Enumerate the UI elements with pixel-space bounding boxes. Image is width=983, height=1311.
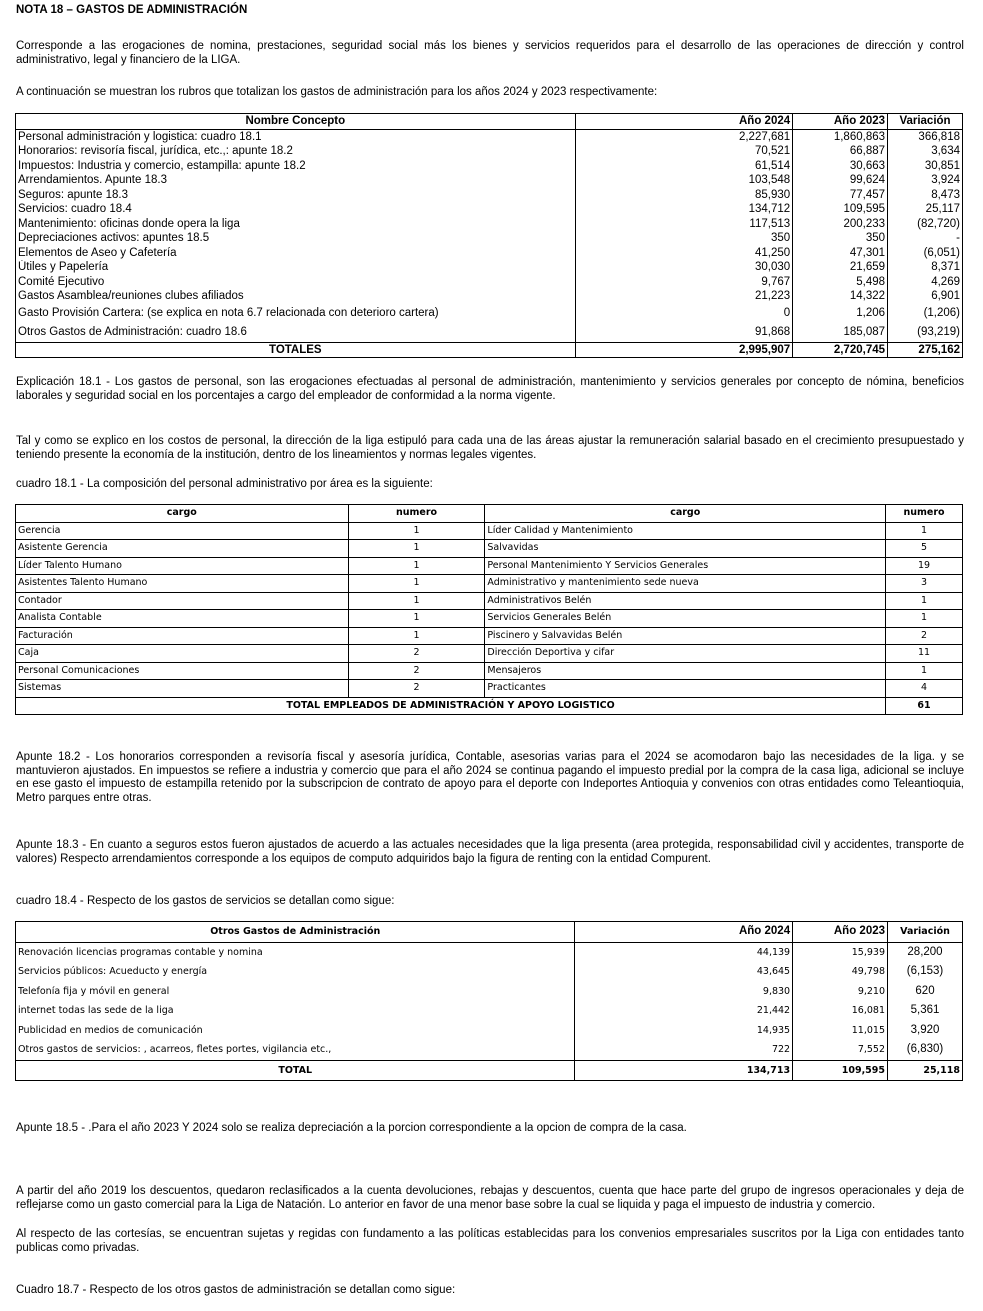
value-2023-cell: 109,595 — [793, 202, 888, 217]
column-header: Año 2023 — [793, 922, 888, 943]
variation-cell: 3,924 — [931, 174, 960, 187]
value-2024-cell: 0 — [575, 304, 793, 323]
column-header: numero — [886, 505, 963, 523]
value-2023-cell: 200,233 — [793, 217, 888, 232]
column-header: Otros Gastos de Administración — [16, 922, 575, 943]
variation-cell: 620 — [888, 982, 963, 1002]
column-header: Año 2024 — [575, 922, 793, 943]
column-header: Año 2024 — [575, 114, 793, 130]
concept-cell: Depreciaciones activos: apuntes 18.5 — [16, 231, 576, 246]
value-2024-cell: 9,830 — [575, 982, 793, 1002]
count-cell: 11 — [886, 645, 963, 663]
position-cell: Administrativo y mantenimiento sede nueva — [485, 575, 886, 593]
value-2023-cell: 11,015 — [793, 1021, 888, 1041]
total-2023: 109,595 — [793, 1060, 888, 1081]
count-cell: 1 — [348, 540, 485, 558]
table-row — [16, 1021, 963, 1041]
count-cell: 3 — [886, 575, 963, 593]
staff-table — [15, 504, 963, 715]
value-2024-cell: 2,227,681 — [575, 129, 793, 144]
position-cell: Sistemas — [16, 680, 349, 698]
concept-cell: Otros Gastos de Administración: cuadro 18.6 — [16, 323, 576, 343]
variation-cell: 8,473 — [931, 188, 960, 201]
table-row — [16, 627, 963, 645]
position-cell: Analista Contable — [16, 610, 349, 628]
table-row — [16, 982, 963, 1002]
total-employees-row — [16, 697, 963, 715]
count-cell: 1 — [348, 610, 485, 628]
value-2024-cell: 103,548 — [575, 173, 793, 188]
page-title: NOTA 18 – GASTOS DE ADMINISTRACIÓN — [16, 4, 248, 16]
variation-cell: 6,901 — [931, 290, 960, 303]
column-header: Variación — [888, 114, 963, 130]
table-header-row — [16, 922, 963, 943]
value-2024-cell: 14,935 — [575, 1021, 793, 1041]
count-cell: 5 — [886, 540, 963, 558]
table-row — [16, 592, 963, 610]
count-cell: 2 — [348, 680, 485, 698]
totals-row — [16, 1060, 963, 1081]
totals-label: TOTALES — [16, 342, 576, 358]
table-row — [16, 246, 963, 261]
concept-cell: Arrendamientos. Apunte 18.3 — [16, 173, 576, 188]
table-row — [16, 540, 963, 558]
table-row — [16, 260, 963, 275]
total-variation: 275,162 — [888, 342, 963, 358]
position-cell: Dirección Deportiva y cifar — [485, 645, 886, 663]
concept-cell: Impuestos: Industria y comercio, estampilla: apunte 18.2 — [16, 159, 576, 174]
value-2023-cell: 77,457 — [793, 188, 888, 203]
value-2023-cell: 15,939 — [793, 942, 888, 962]
position-cell: Facturación — [16, 627, 349, 645]
variation-cell: 8,371 — [931, 261, 960, 274]
position-cell: Gerencia — [16, 522, 349, 540]
count-cell: 1 — [348, 522, 485, 540]
total-employees-label: TOTAL EMPLEADOS DE ADMINISTRACIÓN Y APOYO LOGISTICO — [16, 697, 886, 715]
count-cell: 2 — [348, 662, 485, 680]
count-cell: 1 — [348, 557, 485, 575]
variation-cell: (82,720) — [917, 217, 960, 230]
concept-cell: internet todas las sede de la liga — [16, 1001, 575, 1021]
concept-cell: Elementos de Aseo y Cafetería — [16, 246, 576, 261]
cuadro-18-4-caption: cuadro 18.4 - Respecto de los gastos de servicios se detallan como sigue: — [16, 895, 395, 907]
variation-cell: (6,830) — [888, 1040, 963, 1060]
value-2023-cell: 7,552 — [793, 1040, 888, 1060]
value-2024-cell: 70,521 — [575, 144, 793, 159]
concept-cell: Honorarios: revisoría fiscal, jurídica, etc.,: apunte 18.2 — [16, 144, 576, 159]
value-2024-cell: 43,645 — [575, 962, 793, 982]
table-row — [16, 159, 963, 174]
value-2024-cell: 134,712 — [575, 202, 793, 217]
value-2023-cell: 1,206 — [793, 304, 888, 323]
variation-cell: 4,269 — [931, 275, 960, 288]
position-cell: Mensajeros — [485, 662, 886, 680]
value-2024-cell: 91,868 — [575, 323, 793, 343]
value-2024-cell: 21,442 — [575, 1001, 793, 1021]
position-cell: Practicantes — [485, 680, 886, 698]
table-row — [16, 275, 963, 290]
value-2024-cell: 117,513 — [575, 217, 793, 232]
table-row — [16, 662, 963, 680]
variation-cell: (1,206) — [923, 307, 960, 319]
totals-label: TOTAL — [16, 1060, 575, 1081]
value-2024-cell: 350 — [575, 231, 793, 246]
table-row — [16, 942, 963, 962]
column-header: cargo — [485, 505, 886, 523]
column-header: cargo — [16, 505, 349, 523]
count-cell: 1 — [348, 592, 485, 610]
position-cell: Líder Calidad y Mantenimiento — [485, 522, 886, 540]
concept-cell: Telefonía fija y móvil en general — [16, 982, 575, 1002]
position-cell: Personal Comunicaciones — [16, 662, 349, 680]
table-row — [16, 962, 963, 982]
value-2024-cell: 9,767 — [575, 275, 793, 290]
totals-row — [16, 342, 963, 358]
count-cell: 1 — [886, 592, 963, 610]
total-2024: 2,995,907 — [575, 342, 793, 358]
value-2023-cell: 14,322 — [793, 289, 888, 304]
position-cell: Salvavidas — [485, 540, 886, 558]
variation-cell: 30,851 — [924, 159, 960, 172]
value-2023-cell: 66,887 — [793, 144, 888, 159]
total-2023: 2,720,745 — [793, 342, 888, 358]
value-2024-cell: 21,223 — [575, 289, 793, 304]
concept-cell: Mantenimiento: oficinas donde opera la liga — [16, 217, 576, 232]
concept-cell: Servicios: cuadro 18.4 — [16, 202, 576, 217]
column-header: Año 2023 — [793, 114, 888, 130]
value-2023-cell: 9,210 — [793, 982, 888, 1002]
variation-cell: 5,361 — [888, 1001, 963, 1021]
cuadro-18-7-caption: Cuadro 18.7 - Respecto de los otros gastos de administración se detallan como sigue: — [16, 1284, 456, 1296]
cuadro-18-1-caption: cuadro 18.1 - La composición del personal administrativo por área es la siguiente: — [16, 478, 433, 490]
table-row — [16, 173, 963, 188]
table-row — [16, 129, 963, 144]
table-row — [16, 575, 963, 593]
services-table — [15, 921, 963, 1081]
count-cell: 19 — [886, 557, 963, 575]
value-2023-cell: 350 — [793, 231, 888, 246]
variation-cell: (6,153) — [888, 962, 963, 982]
table-row — [16, 557, 963, 575]
position-cell: Administrativos Belén — [485, 592, 886, 610]
concept-cell: Renovación licencias programas contable y nomina — [16, 942, 575, 962]
value-2024-cell: 85,930 — [575, 188, 793, 203]
table-row — [16, 188, 963, 203]
concept-cell: Gastos Asamblea/reuniones clubes afiliados — [16, 289, 576, 304]
value-2023-cell: 16,081 — [793, 1001, 888, 1021]
column-header: Nombre Concepto — [16, 114, 576, 130]
count-cell: 1 — [348, 627, 485, 645]
value-2023-cell: 185,087 — [793, 323, 888, 343]
value-2024-cell: 30,030 — [575, 260, 793, 275]
table-row — [16, 680, 963, 698]
table-row — [16, 231, 963, 246]
intro-paragraph: Corresponde a las erogaciones de nomina, prestaciones, seguridad social más los bienes y servicios requeridos para el desarrollo de las operaciones de dirección y control administrativo, legal y financiero de la LIGA. — [16, 40, 964, 66]
concept-cell: Seguros: apunte 18.3 — [16, 188, 576, 203]
count-cell: 4 — [886, 680, 963, 698]
table-row — [16, 323, 963, 343]
table-intro-paragraph: A continuación se muestran los rubros que totalizan los gastos de administración para los años 2024 y 2023 respectivamente: — [16, 86, 658, 98]
count-cell: 1 — [886, 662, 963, 680]
table-row — [16, 645, 963, 663]
table-row — [16, 1040, 963, 1060]
value-2023-cell: 30,663 — [793, 159, 888, 174]
concept-cell: Personal administración y logistica: cuadro 18.1 — [16, 129, 576, 144]
table-row — [16, 202, 963, 217]
admin-expenses-table — [15, 113, 963, 358]
position-cell: Caja — [16, 645, 349, 663]
variation-cell: 25,117 — [925, 203, 960, 216]
value-2023-cell: 49,798 — [793, 962, 888, 982]
concept-cell: Comité Ejecutivo — [16, 275, 576, 290]
column-header: numero — [348, 505, 485, 523]
position-cell: Piscinero y Salvavidas Belén — [485, 627, 886, 645]
value-2023-cell: 21,659 — [793, 260, 888, 275]
courtesies-paragraph: Al respecto de las cortesías, se encuentran sujetas y regidas con fundamento a las políticas establecidas para los convenios empresariales suscritos por la Liga con entidades tanto publicas como privadas. — [16, 1228, 964, 1254]
position-cell: Contador — [16, 592, 349, 610]
value-2024-cell: 722 — [575, 1040, 793, 1060]
value-2023-cell: 99,624 — [793, 173, 888, 188]
concept-cell: Publicidad en medios de comunicación — [16, 1021, 575, 1041]
column-header: Variación — [888, 922, 963, 943]
position-cell: Líder Talento Humano — [16, 557, 349, 575]
variation-cell: (93,219) — [917, 326, 960, 338]
table-row — [16, 289, 963, 304]
count-cell: 1 — [886, 522, 963, 540]
table-header-row — [16, 114, 963, 130]
value-2024-cell: 41,250 — [575, 246, 793, 261]
personnel-paragraph: Tal y como se explico en los costos de personal, la dirección de la liga estipuló para cada una de las áreas ajustar la remuneración salarial basado en el crecimiento presupuestado y teniendo presente la economía de la institución, dentro de los lineamientos y normas legales vigentes. — [16, 435, 964, 461]
variation-cell: 3,634 — [931, 145, 960, 158]
count-cell: 1 — [348, 575, 485, 593]
variation-cell: - — [956, 232, 960, 245]
total-employees-value: 61 — [886, 697, 963, 715]
value-2024-cell: 61,514 — [575, 159, 793, 174]
apunte-18-2: Apunte 18.2 - Los honorarios corresponden a revisoría fiscal y asesoría jurídica, Contable, asesorias varias para el 2024 se acomodaron bajo las necesidades de la liga. y se mantuvieron ajustados. En impuestos se refiere a industria y comercio que para el año 2024 se continua pagando el impuesto predial por la compra de la casa liga, adicional se incluye en ese gasto el impuesto de estampilla retenido por la subscripcion de contrato de apoyo para el deporte con Indeportes Antioquia y convenios con otras entidades como Teleantioquia, Metro parques entre otras. — [16, 751, 964, 804]
table-row — [16, 144, 963, 159]
value-2023-cell: 47,301 — [793, 246, 888, 261]
table-row — [16, 217, 963, 232]
table-row — [16, 610, 963, 628]
position-cell: Asistentes Talento Humano — [16, 575, 349, 593]
discounts-paragraph: A partir del año 2019 los descuentos, quedaron reclasificados a la cuenta devoluciones, rebajas y descuentos, cuenta que hace parte del grupo de ingresos operacionales y deja de reflejarse como un gasto comercial para la Liga de Natación. Lo anterior en favor de una menor base sobre la cual se liquida y paga el impuesto de industria y comercio. — [16, 1185, 964, 1211]
count-cell: 2 — [886, 627, 963, 645]
concept-cell: Gasto Provisión Cartera: (se explica en nota 6.7 relacionada con deterioro cartera) — [16, 304, 576, 323]
concept-cell: Otros gastos de servicios: , acarreos, fletes portes, vigilancia etc., — [16, 1040, 575, 1060]
table-row — [16, 304, 963, 323]
table-header-row — [16, 505, 963, 523]
apunte-18-5: Apunte 18.5 - .Para el año 2023 Y 2024 solo se realiza depreciación a la porcion correspondiente a la opcion de compra de la casa. — [16, 1122, 687, 1134]
total-2024: 134,713 — [575, 1060, 793, 1081]
total-variation: 25,118 — [888, 1060, 963, 1081]
apunte-18-3: Apunte 18.3 - En cuanto a seguros estos fueron ajustados de acuerdo a las actuales necesidades que la liga presenta (area protegida, responsabilidad civil y accidentes, transporte de valores) Respecto arrendamientos corresponde a los equipos de computo adquiridos bajo la figura de renting con la entidad Compurent. — [16, 839, 964, 865]
table-row — [16, 522, 963, 540]
variation-cell: 366,818 — [918, 130, 960, 143]
variation-cell: (6,051) — [923, 246, 960, 259]
variation-cell: 28,200 — [888, 942, 963, 962]
concept-cell: Útiles y Papelería — [16, 260, 576, 275]
value-2023-cell: 1,860,863 — [793, 129, 888, 144]
value-2024-cell: 44,139 — [575, 942, 793, 962]
position-cell: Personal Mantenimiento Y Servicios Generales — [485, 557, 886, 575]
concept-cell: Servicios públicos: Acueducto y energía — [16, 962, 575, 982]
count-cell: 1 — [886, 610, 963, 628]
count-cell: 2 — [348, 645, 485, 663]
variation-cell: 3,920 — [888, 1021, 963, 1041]
value-2023-cell: 5,498 — [793, 275, 888, 290]
table-row — [16, 1001, 963, 1021]
explanation-18-1: Explicación 18.1 - Los gastos de personal, son las erogaciones efectuadas al personal de administración, mantenimiento y servicios generales por concepto de nómina, beneficios laborales y seguridad social en los porcentajes a cargo del empleador de conformidad a la norma vigente. — [16, 376, 964, 402]
position-cell: Servicios Generales Belén — [485, 610, 886, 628]
position-cell: Asistente Gerencia — [16, 540, 349, 558]
